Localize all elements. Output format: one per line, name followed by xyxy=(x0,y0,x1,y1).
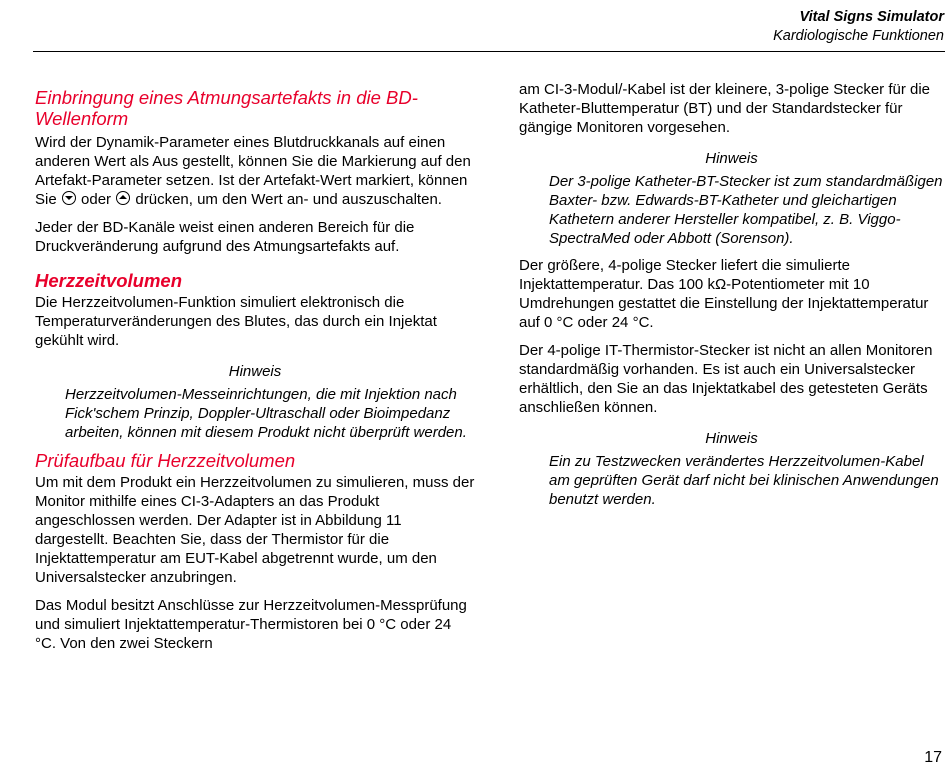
up-arrow-key-icon xyxy=(116,191,130,205)
running-header xyxy=(773,8,944,46)
right-column xyxy=(519,80,944,517)
left-column xyxy=(35,87,475,662)
heading-cardiac-output: Herzzeitvolumen xyxy=(35,270,183,291)
header-rule xyxy=(33,51,945,52)
paragraph-ci3-module: am CI-3-Modul/-Kabel ist der kleinere, 3-polige Stecker für die Katheter-Bluttemperatur (BT) und der Standardstecker für gängige Monitoren vorgesehen. xyxy=(519,81,931,136)
text-segment: drücken, um den Wert an- und auszuschalten. xyxy=(131,191,442,208)
header-title: Vital Signs Simulator xyxy=(799,9,944,25)
note-title: Hinweis xyxy=(705,150,758,167)
text-segment: oder xyxy=(76,191,116,208)
heading-respiration-artifact: Einbringung eines Atmungsartefakts in die BD-Wellenform xyxy=(35,87,418,129)
note-text: Der 3-polige Katheter-BT-Stecker ist zum standardmäßigen Baxter- bzw. Edwards-BT-Katheter und gleichartigen Kathetern anderer Hersteller kompatibel, z. B. Viggo-SpectraMed oder Abbott (Sorenson). xyxy=(549,173,943,247)
paragraph-artifact-parameter xyxy=(35,133,475,209)
text-segment: Wird der Dynamik-Parameter eines Blutdruckkanals auf einen anderen Wert als Aus gestellt, können Sie die Markierung auf den Artefakt-Parameter setzen. Ist der Artefakt-Wert markiert, können Sie xyxy=(35,134,471,208)
page-number: 17 xyxy=(924,749,942,766)
paragraph-bp-channels: Jeder der BD-Kanäle weist einen anderen Bereich für die Druckveränderung aufgrund des Atmungsartefakts auf. xyxy=(35,219,415,255)
note-title: Hinweis xyxy=(228,363,282,380)
note-text: Ein zu Testzwecken verändertes Herzzeitvolumen-Kabel am geprüften Gerät darf nicht bei klinischen Anwendungen benutzt werden. xyxy=(549,453,939,508)
paragraph-module-connectors: Das Modul besitzt Anschlüsse zur Herzzeitvolumen-Messprüfung und simuliert Injektattemperatur-Thermistoren bei 0 °C oder 24 °C. Von den zwei Steckern xyxy=(35,597,467,652)
header-subtitle: Kardiologische Funktionen xyxy=(773,28,944,44)
paragraph-4-pin-connector: Der größere, 4-polige Stecker liefert die simulierte Injektattemperatur. Das 100 kΩ-Potentiometer mit 10 Umdrehungen gestattet die Einstellung der Injektattemperatur auf 0 °C oder 24 °C. xyxy=(519,257,929,331)
paragraph-cardiac-output-function: Die Herzzeitvolumen-Funktion simuliert elektronisch die Temperaturveränderungen des Blutes, das durch ein Injektat gekühlt wird. xyxy=(35,294,437,349)
paragraph-it-thermistor: Der 4-polige IT-Thermistor-Stecker ist nicht an allen Monitoren standardmäßig vorhanden. Es ist auch ein Universalstecker erhältlich, den Sie an das Injektatkabel des getesteten Geräts anschließen können. xyxy=(519,342,933,416)
down-arrow-key-icon xyxy=(62,191,76,205)
note-title: Hinweis xyxy=(705,430,758,447)
paragraph-ci3-adapter: Um mit dem Produkt ein Herzzeitvolumen zu simulieren, muss der Monitor mithilfe eines CI-3-Adapters an das Produkt angeschlossen werden. Der Adapter ist in Abbildung 11 dargestellt. Beachten Sie, dass der Thermistor für die Injektattemperatur am EUT-Kabel abgetrennt wurde, um den Universalstecker anzubringen. xyxy=(35,474,475,586)
heading-cardiac-output-setup: Prüfaufbau für Herzzeitvolumen xyxy=(35,450,296,471)
note-text: Herzzeitvolumen-Messeinrichtungen, die mit Injektion nach Fick'schem Prinzip, Doppler-Ultraschall oder Bioimpedanz arbeiten, können mit diesem Produkt nicht überprüft werden. xyxy=(65,386,467,441)
